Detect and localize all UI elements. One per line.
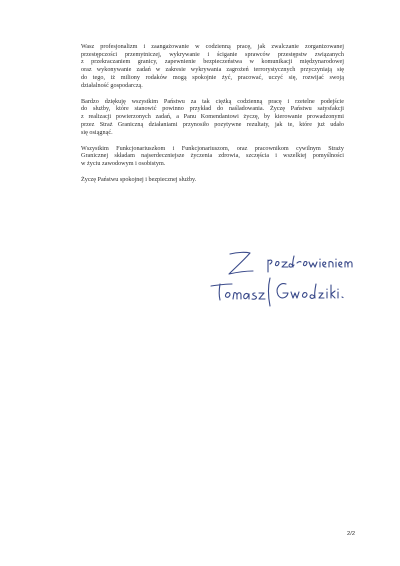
- page-number: 2/2: [347, 531, 356, 537]
- text-line: Wasz profesjonalizm i zaangażowanie w codzienną pracę, jak zwalczanie zorganizowanej: [81, 44, 344, 50]
- text-line: przez Straż Graniczną działaniami przynosiło pozytywne rezultaty, jak te, które już udało: [81, 121, 344, 128]
- paragraph-3: [81, 146, 344, 169]
- closing-line: Życzę Państwu spokojnej i bezpiecznej służby.: [81, 177, 197, 184]
- text-line: do służby, które stanowić powinno przykład do naśladowania. Życzę Państwu satysfakcji: [81, 106, 344, 113]
- handwritten-signature: [208, 248, 358, 308]
- text-line: w życiu zawodowym i osobistym.: [81, 161, 166, 168]
- text-line: Bardzo dziękuję wszystkim Państwu za tak ciężką codzienną pracę i rzetelne podejście: [81, 98, 344, 105]
- text-line: z realizacji powierzonych zadań, a Panu Komendantowi życzę, by kierowanie prowadzonymi: [81, 114, 344, 121]
- text-line: się osiągnąć.: [81, 129, 113, 136]
- text-line: działalność gospodarczą.: [81, 82, 143, 89]
- paragraph-1: [81, 44, 344, 90]
- text-line: przestępczości przemytniczej, wykrywanie i ściganie sprawców przestępstw związanych: [81, 51, 344, 58]
- text-line: Wszystkim Funkcjonariuszkom i Funkcjonariuszom, oraz pracownikom cywilnym Straży: [81, 145, 344, 152]
- text-line: do tego, iż miliony rodaków mogą spokojnie żyć, pracować, uczyć się, rozwijać swoją: [81, 74, 344, 81]
- paragraph-2: [81, 99, 344, 138]
- text-line: Granicznej składam najserdeczniejsze życzenia zdrowia, szczęścia i wszelkiej pomyślności: [81, 153, 344, 160]
- text-line: oraz wykonywanie zadań w zakresie wykrywania zagrożeń terrorystycznych przyczyniają się: [81, 67, 344, 74]
- text-line: z przekraczaniem granicy, zapewnienie bezpieczeństwa w komunikacji międzynarodowej: [81, 59, 344, 66]
- letter-body: [81, 44, 344, 185]
